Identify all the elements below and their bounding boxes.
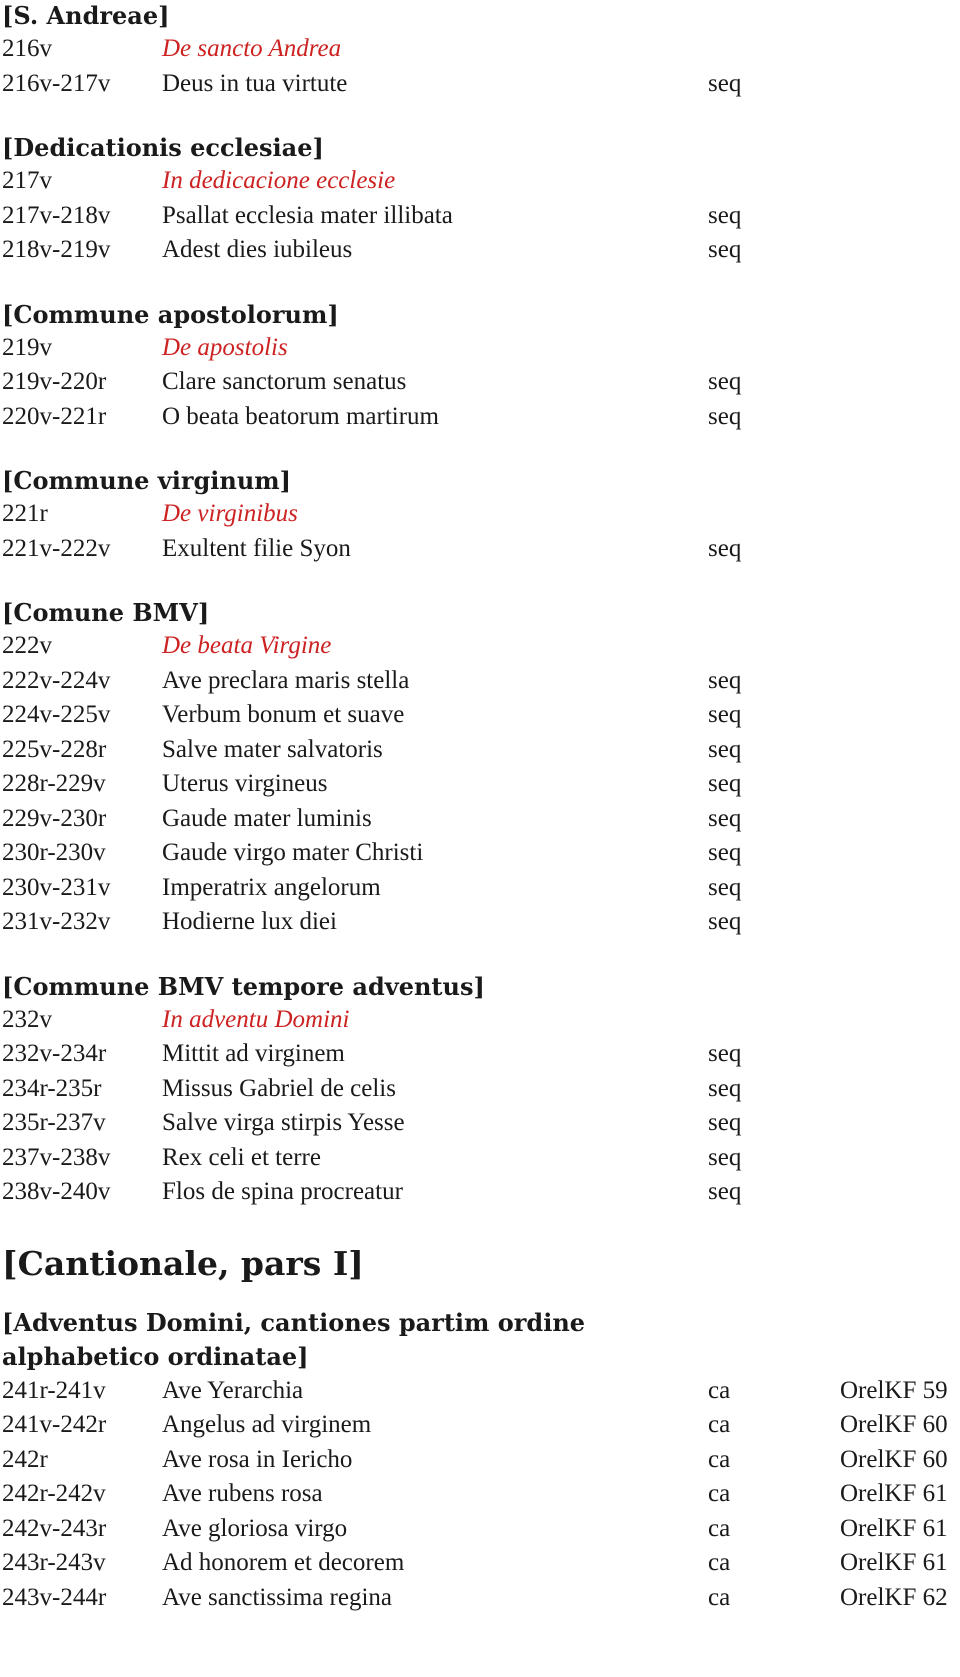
incipit-cell: O beata beatorum martirum: [162, 402, 439, 430]
folio-cell: 232v-234r: [2, 1040, 107, 1067]
rubric-title: De apostolis: [162, 333, 288, 361]
folio-cell: 235r-237v: [2, 1109, 106, 1136]
part-heading: [Cantionale, pars I]: [2, 1243, 364, 1283]
table-row: [2, 1581, 952, 1616]
genre-cell: seq: [708, 69, 742, 97]
folio-cell: 220v-221r: [2, 402, 107, 430]
folio-cell: 224v-225v: [2, 701, 111, 728]
incipit-cell: Clare sanctorum senatus: [162, 368, 407, 395]
folio-cell: 219v-220r: [2, 368, 107, 395]
genre-cell: seq: [708, 666, 742, 694]
table-row: [2, 233, 952, 268]
incipit-cell: Ave preclara maris stella: [162, 666, 410, 694]
folio-cell: 237v-238v: [2, 1143, 111, 1171]
incipit-cell: Hodierne lux diei: [162, 908, 337, 935]
table-row: [2, 733, 952, 768]
folio-cell: 243v-244r: [2, 1583, 107, 1611]
reference-cell: OrelKF 60: [840, 1445, 948, 1473]
folio-cell: 219v: [2, 333, 52, 361]
incipit-cell: Mittit ad virginem: [162, 1040, 345, 1067]
incipit-cell: Ave gloriosa virgo: [162, 1514, 348, 1542]
rubric-row: [2, 1003, 952, 1038]
incipit-cell: Rex celi et terre: [162, 1143, 321, 1171]
rubric-row: [2, 497, 952, 532]
table-row: [2, 1374, 952, 1409]
section-block: [2, 0, 952, 101]
genre-cell: ca: [708, 1549, 731, 1576]
rubric-title: In dedicacione ecclesie: [162, 167, 396, 194]
folio-cell: 231v-232v: [2, 908, 111, 935]
section-block: [2, 299, 952, 435]
incipit-cell: Verbum bonum et suave: [162, 701, 405, 728]
section-heading: [S. Andreae]: [2, 1, 170, 30]
genre-cell: seq: [708, 1040, 742, 1067]
incipit-cell: Ad honorem et decorem: [162, 1549, 405, 1576]
rubric-title: De sancto Andrea: [162, 35, 342, 62]
section-heading: [Commune virginum]: [2, 466, 292, 495]
table-row: [2, 664, 952, 699]
catalogue-document: [2, 0, 952, 1615]
section-heading: [Commune apostolorum]: [2, 299, 339, 329]
table-row: [2, 1175, 952, 1210]
genre-cell: seq: [708, 368, 742, 395]
folio-cell: 241v-242r: [2, 1411, 107, 1438]
genre-cell: ca: [708, 1583, 731, 1611]
genre-cell: seq: [708, 770, 742, 797]
folio-cell: 242v-243r: [2, 1514, 107, 1542]
genre-cell: ca: [708, 1514, 731, 1542]
section-block: [2, 465, 952, 566]
incipit-cell: Imperatrix angelorum: [162, 873, 381, 901]
table-row: [2, 1141, 952, 1176]
genre-cell: seq: [708, 201, 742, 229]
incipit-cell: Ave rubens rosa: [162, 1480, 323, 1507]
genre-cell: seq: [708, 534, 742, 562]
genre-cell: seq: [708, 701, 742, 728]
rubric-title: In adventu Domini: [162, 1005, 350, 1033]
section-heading: [Adventus Domini, cantiones partim ordine alphabetico ordinatae]: [2, 1307, 586, 1371]
genre-cell: seq: [708, 1178, 742, 1205]
folio-cell: 217v: [2, 167, 52, 194]
reference-cell: OrelKF 60: [840, 1411, 948, 1438]
folio-cell: 234r-235r: [2, 1074, 102, 1102]
rubric-title: De beata Virgine: [162, 632, 332, 659]
rubric-row: [2, 629, 952, 664]
genre-cell: seq: [708, 1074, 742, 1102]
table-row: [2, 1477, 952, 1512]
table-row: [2, 67, 952, 102]
incipit-cell: Gaude virgo mater Christi: [162, 839, 424, 866]
entry-list: [2, 1374, 952, 1616]
reference-cell: OrelKF 62: [840, 1583, 948, 1611]
folio-cell: 232v: [2, 1005, 52, 1033]
rubric-title: De virginibus: [162, 500, 298, 527]
folio-cell: 230v-231v: [2, 873, 111, 901]
table-row: [2, 871, 952, 906]
rubric-row: [2, 164, 952, 199]
section-heading: [Dedicationis ecclesiae]: [2, 133, 324, 162]
reference-cell: OrelKF 61: [840, 1514, 948, 1542]
incipit-cell: Missus Gabriel de celis: [162, 1074, 396, 1102]
genre-cell: seq: [708, 908, 742, 935]
genre-cell: seq: [708, 236, 742, 263]
genre-cell: seq: [708, 735, 742, 763]
table-row: [2, 1037, 952, 1072]
table-row: [2, 1072, 952, 1107]
table-row: [2, 905, 952, 940]
genre-cell: seq: [708, 402, 742, 430]
folio-cell: 228r-229v: [2, 770, 106, 797]
table-row: [2, 802, 952, 837]
reference-cell: OrelKF 59: [840, 1376, 948, 1404]
incipit-cell: Exultent filie Syon: [162, 534, 351, 562]
folio-cell: 222v-224v: [2, 666, 111, 694]
folio-cell: 225v-228r: [2, 735, 107, 763]
table-row: [2, 1546, 952, 1581]
table-row: [2, 1408, 952, 1443]
incipit-cell: Psallat ecclesia mater illibata: [162, 201, 453, 229]
genre-cell: seq: [708, 1143, 742, 1171]
folio-cell: 241r-241v: [2, 1376, 106, 1404]
incipit-cell: Angelus ad virginem: [162, 1411, 372, 1438]
incipit-cell: Adest dies iubileus: [162, 236, 353, 263]
folio-cell: 242r: [2, 1445, 48, 1473]
folio-cell: 222v: [2, 632, 52, 659]
folio-cell: 218v-219v: [2, 236, 111, 263]
section-heading: [Commune BMV tempore adventus]: [2, 971, 485, 1001]
table-row: [2, 532, 952, 567]
incipit-cell: Gaude mater luminis: [162, 804, 372, 832]
table-row: [2, 836, 952, 871]
table-row: [2, 365, 952, 400]
folio-cell: 243r-243v: [2, 1549, 106, 1576]
reference-cell: OrelKF 61: [840, 1549, 948, 1576]
sections-list: [2, 0, 952, 1210]
rubric-row: [2, 32, 952, 67]
table-row: [2, 698, 952, 733]
folio-cell: 217v-218v: [2, 201, 111, 229]
folio-cell: 216v-217v: [2, 69, 111, 97]
folio-cell: 221v-222v: [2, 534, 111, 562]
folio-cell: 216v: [2, 35, 52, 62]
table-row: [2, 199, 952, 234]
folio-cell: 229v-230r: [2, 804, 107, 832]
incipit-cell: Uterus virgineus: [162, 770, 328, 797]
table-row: [2, 1512, 952, 1547]
table-row: [2, 1443, 952, 1478]
section-block: [2, 132, 952, 268]
genre-cell: seq: [708, 804, 742, 832]
genre-cell: ca: [708, 1376, 731, 1404]
folio-cell: 238v-240v: [2, 1178, 111, 1205]
incipit-cell: Salve virga stirpis Yesse: [162, 1109, 405, 1136]
section-block: [2, 971, 952, 1210]
genre-cell: seq: [708, 1109, 742, 1136]
table-row: [2, 1106, 952, 1141]
table-row: [2, 400, 952, 435]
reference-cell: OrelKF 61: [840, 1480, 948, 1507]
folio-cell: 230r-230v: [2, 839, 106, 866]
rubric-row: [2, 331, 952, 366]
incipit-cell: Flos de spina procreatur: [162, 1178, 403, 1205]
incipit-cell: Salve mater salvatoris: [162, 735, 383, 763]
folio-cell: 242r-242v: [2, 1480, 106, 1507]
incipit-cell: Deus in tua virtute: [162, 69, 348, 97]
folio-cell: 221r: [2, 500, 48, 527]
incipit-cell: Ave Yerarchia: [162, 1376, 304, 1404]
genre-cell: ca: [708, 1480, 731, 1507]
table-row: [2, 767, 952, 802]
incipit-cell: Ave rosa in Iericho: [162, 1445, 353, 1473]
genre-cell: ca: [708, 1445, 731, 1473]
genre-cell: seq: [708, 873, 742, 901]
subsection-cantionale: [2, 1306, 952, 1616]
incipit-cell: Ave sanctissima regina: [162, 1583, 393, 1611]
genre-cell: seq: [708, 839, 742, 866]
section-block: [2, 597, 952, 940]
section-heading: [Comune BMV]: [2, 598, 210, 627]
genre-cell: ca: [708, 1411, 731, 1438]
